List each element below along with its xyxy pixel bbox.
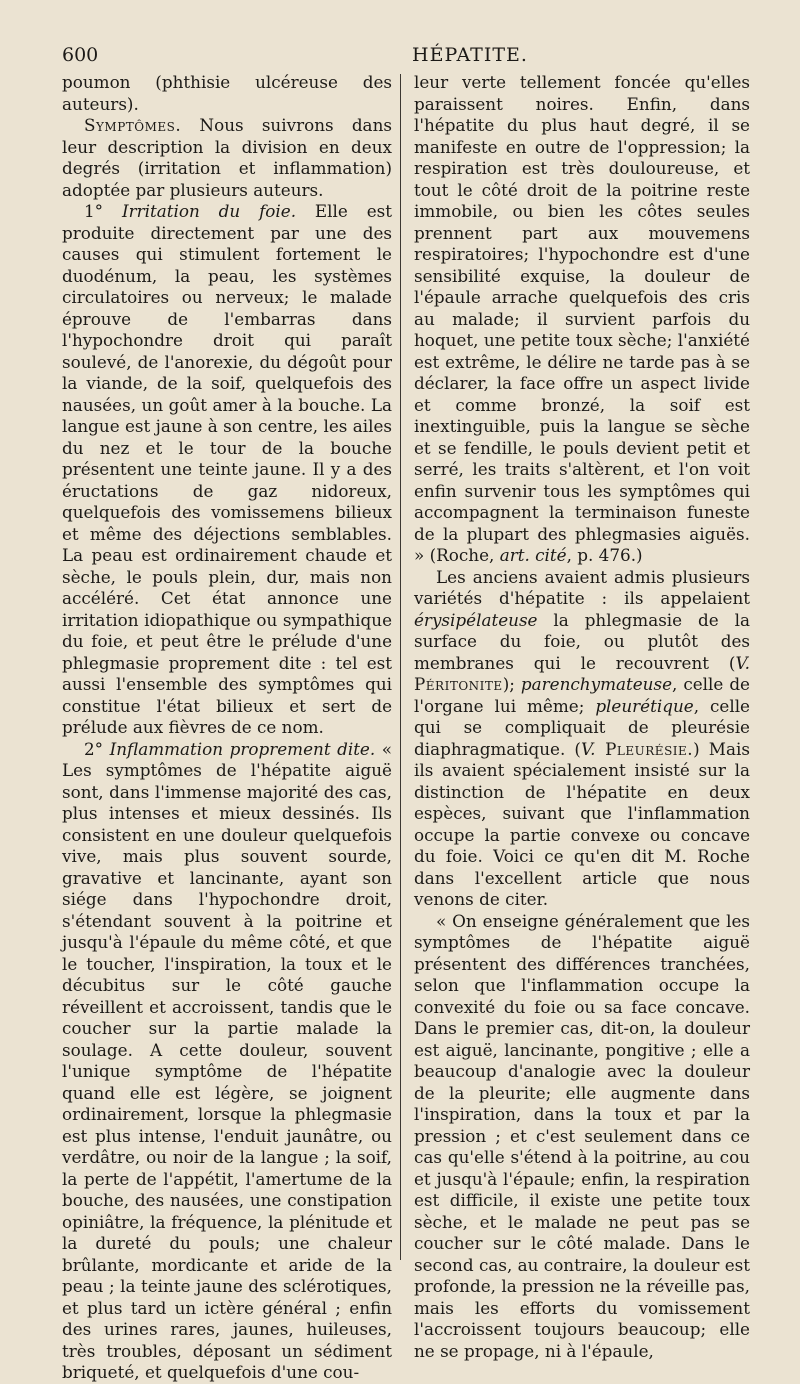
text-run: , celle qui se compliquait de pleurésie diaphragmatique. ( [414,695,750,759]
text-run: « On enseigne généralement que les symptômes de l'hépatite aiguë présentent des différences tranchées, selon que l'inflammation occupe la convexité du foie ou sa face concave. Dans le premier cas, dit-on, la douleur est aiguë, lancinante, pongitive ; elle a beaucoup d'analogie avec la douleur de la pleurite; elle augmente dans l'inspiration, dans la toux et par la pression ; et c'est seulement dans ce cas qu'elle s'étend à la poitrine, au cou et jusqu'à l'épaule; enfin, la respiration est difficile, il existe une petite toux sèche, et le malade ne peut pas se coucher sur le côté malade. Dans le second cas, au contraire, la douleur est profonde, la pression ne la réveille pas, mais les efforts du vomissement l'accroissent toujours beaucoup; elle ne se propage, ni à l'épaule, [414,910,750,1361]
paragraph-irritation [62,201,392,739]
item-number: 2° [84,738,110,759]
page-number: 600 [62,44,99,66]
page-header [60,44,760,74]
cross-ref-target: Pleurésie. [595,738,694,759]
item-number: 1° [84,201,122,221]
left-column [62,72,392,1384]
text-run: , p. 476.) [566,545,643,565]
paragraph [62,72,392,115]
text-run: Les anciens avaient admis plusieurs variétés d'hépatite : ils appelaient [414,566,750,608]
section-label: Symptômes. [84,115,182,135]
text-run: ); [502,674,521,694]
column-divider [400,74,401,1260]
text-run: la phlegmasie de la surface du foie, ou plutôt des membranes qui le recouvrent ( [414,609,750,673]
running-title: HÉPATITE. [412,44,528,66]
term: pleurétique [595,695,694,716]
paragraph-quote [414,911,750,1363]
text-run: Elle est produite directement par une des causes qui stimulent fortement le duodénum, la peau, les systèmes circulatoires ou nerveux; le malade éprouve de l'embarras dans l'hypochondre droit qui paraît soulevé, de l'anorexie, du dégoût pour la viande, de la soif, quelquefois des nausées, un goût amer à la bouche. La langue est jaune à son centre, les ailes du nez et le tour de la bouche présentent une teinte jaune. Il y a des éructations de gaz nidoreux, quelquefois des vomissemens bilieux et même des déjections semblables. La peau est ordinairement chaude et sèche, le pouls plein, dur, mais non accéléré. Cet état annonce une irritation idiopathique ou sympathique du foie, et peut être le prélude d'une phlegmasie proprement dite : tel est aussi l'ensemble des symptômes qui constitue l'état bilieux et sert de prélude aux fièvres de ce nom. [62,201,392,737]
cross-ref: V. [580,738,596,759]
right-column [414,72,750,1362]
paragraph-varietes [414,567,750,911]
paragraph-inflammation [62,739,392,1384]
citation: art. cité [499,545,567,565]
cross-ref: V. [735,652,750,673]
text-run: « Les symptômes de l'hépatite aiguë sont, dans l'immense majorité des cas, plus intenses et mieux dessinés. Ils consistent en une douleur quelquefois vive, mais plus souvent sourde, gravative et lancinante, ayant son siége dans l'hypochondre droit, s'étendant souvent à la poitrine et jusqu'à l'épaule du même côté, et que le toucher, l'inspiration, la toux et le décubitus sur le côté gauche réveillent et accroissent, tandis que le coucher sur la partie malade la soulage. A cette douleur, souvent l'unique symptôme de l'hépatite quand elle est légère, se joignent ordinairement, lorsque la phlegmasie est plus intense, l'enduit jaunâtre, ou verdâtre, ou noir de la langue ; la soif, la perte de l'appétit, l'amertume de la bouche, des nausées, une constipation opiniâtre, la fréquence, la plénitude et la dureté du pouls; une chaleur brûlante, mordicante et aride de la peau ; la teinte jaune des sclérotiques, et plus tard un ictère général ; enfin des urines rares, jaunes, huileuses, très troubles, déposant un sédiment briqueté, et quelquefois d'une cou- [62,738,392,1382]
paragraph-continuation [414,72,750,567]
cross-ref-target: Péritonite [414,674,503,694]
text-run: Nous suivrons dans leur description la division en deux degrés (irritation et inflammation) adoptée par plusieurs auteurs. [62,115,392,200]
paragraph-symptomes [62,115,392,201]
text-run: ) Mais ils avaient spécialement insisté sur la distinction de l'hépatite en deux espèces, suivant que l'inflammation occupe la partie convexe ou concave du foie. Voici ce qu'en dit M. Roche dans l'excellent article que nous venons de citer. [414,738,750,909]
text-run: leur verte tellement foncée qu'elles paraissent noires. Enfin, dans l'hépatite du plus haut degré, il se manifeste en outre de l'oppression; la respiration est très douloureuse, et tout le côté droit de la poitrine reste immobile, ou bien les côtes seules prennent part aux mouvemens respiratoires; l'hypochondre est d'une sensibilité exquise, la douleur de l'épaule arrache quelquefois des cris au malade; il survient parfois du hoquet, une petite toux sèche; l'anxiété est extrême, le délire ne tarde pas à se déclarer, la face offre un aspect livide et comme bronzé, la soif est inextinguible, puis la langue se sèche et se fendille, le pouls devient petit et serré, les traits s'altèrent, et l'on voit enfin survenir tous les symptômes qui accompagnent la terminaison funeste de la plupart des phlegmasies aiguës. » (Roche, [414,72,750,565]
term: érysipélateuse [414,609,538,630]
text-run: , celle de l'organe lui même; [414,674,750,716]
subsection-title: Inflammation proprement dite. [109,738,376,759]
subsection-title: Irritation du foie. [121,201,297,221]
text-run: poumon (phthisie ulcéreuse des auteurs). [62,72,392,114]
term: parenchymateuse [520,674,673,694]
